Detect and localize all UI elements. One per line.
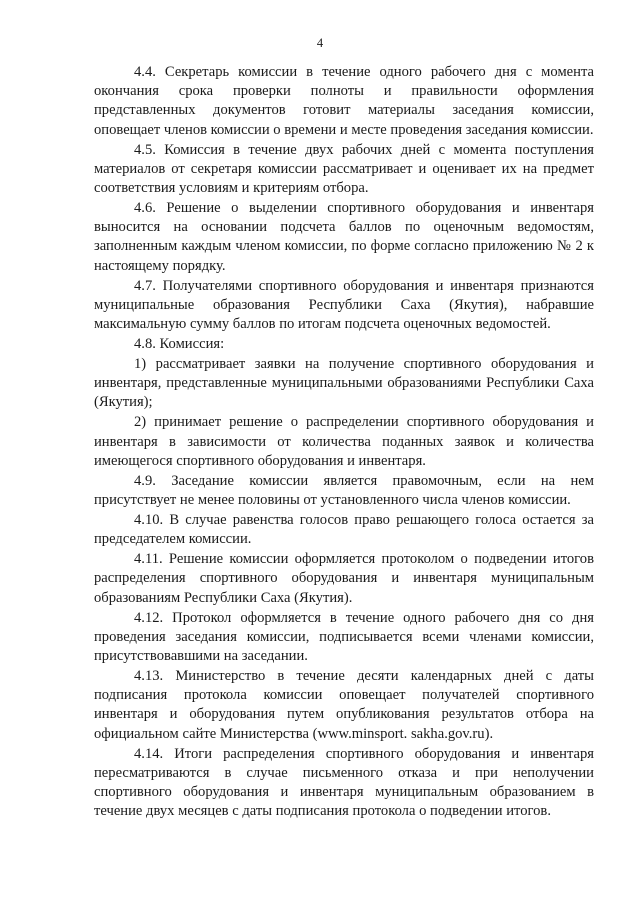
paragraph-4-13: 4.13. Министерство в течение десяти календарных дней с даты подписания протокола комиссии оповещает получателей спортивного инвентаря и оборудования путем опубликования результатов отбора на официальном сайте Министерства (www.minsport. sakha.gov.ru). <box>94 668 594 742</box>
document-body <box>94 63 594 822</box>
paragraph-4-8: 4.8. Комиссия: <box>134 336 225 353</box>
paragraph-4-7: 4.7. Получателями спортивного оборудования и инвентаря признаются муниципальные образования Республики Саха (Якутия), набравшие максимальную сумму баллов по итогам подсчета оценочных ведомостей. <box>94 277 594 333</box>
paragraph-4-11: 4.11. Решение комиссии оформляется протоколом о подведении итогов распределения спортивного оборудования и инвентаря муниципальным образованиям Республики Саха (Якутия). <box>94 551 594 606</box>
paragraph-4-4: 4.4. Секретарь комиссии в течение одного рабочего дня с момента окончания срока проверки полноты и правильности оформления представленных документов готовит материалы заседания комиссии, оповещает членов комиссии о времени и месте проведения заседания комиссии. <box>94 64 594 138</box>
paragraph-4-9: 4.9. Заседание комиссии является правомочным, если на нем присутствует не менее половины от установленного числа членов комиссии. <box>94 472 594 509</box>
page-number: 4 <box>316 36 324 50</box>
paragraph-4-8-item-1: 1) рассматривает заявки на получение спортивного оборудования и инвентаря, представленные муниципальными образованиями Республики Саха (Якутия); <box>94 356 594 411</box>
paragraph-4-12: 4.12. Протокол оформляется в течение одного рабочего дня со дня проведения заседания комиссии, подписывается всеми членами комиссии, присутствовавшими на заседании. <box>94 609 594 665</box>
paragraph-4-8-item-2: 2) принимает решение о распределении спортивного оборудования и инвентаря в зависимости от количества поданных заявок и количества имеющегося спортивного оборудования и инвентаря. <box>94 414 594 469</box>
paragraph-4-10: 4.10. В случае равенства голосов право решающего голоса остается за председателем комиссии. <box>94 512 594 548</box>
paragraph-4-6: 4.6. Решение о выделении спортивного оборудования и инвентаря выносится на основании подсчета баллов по оценочным ведомостям, заполненным каждым членом комиссии, по форме согласно приложению № 2 к настоящему порядку. <box>94 200 594 274</box>
paragraph-4-5: 4.5. Комиссия в течение двух рабочих дней с момента поступления материалов от секретаря комиссии рассматривает и оценивает их на предмет соответствия условиям и критериям отбора. <box>94 141 594 197</box>
paragraph-4-14: 4.14. Итоги распределения спортивного оборудования и инвентаря пересматриваются в случае письменного отказа и при неполучении спортивного оборудования и инвентаря муниципальным образованием в течение двух месяцев с даты подписания протокола о подведении итогов. <box>94 745 594 820</box>
